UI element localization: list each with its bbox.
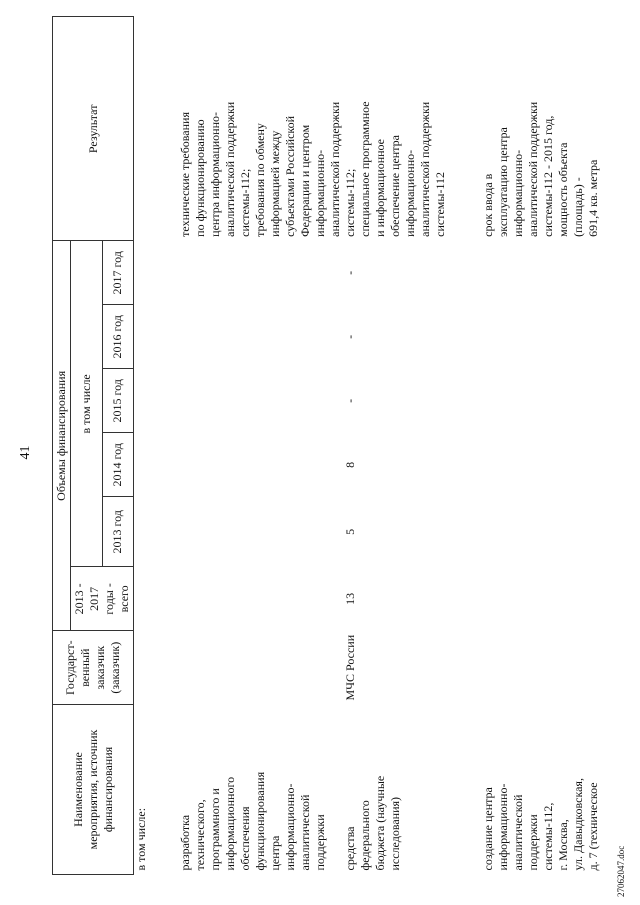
table-body <box>134 17 601 875</box>
header-in-that: в том числе <box>71 241 103 567</box>
text-line: системы-112; <box>342 168 357 237</box>
header-name <box>53 705 134 875</box>
text-line: обеспечения <box>237 806 252 871</box>
header-year: 2016 год <box>102 305 134 369</box>
text-line: системы-112, <box>540 802 555 871</box>
text-line: 2013 - 2017 <box>72 583 101 615</box>
text-line: поддержки <box>312 814 327 871</box>
text-line: информационно- <box>312 149 327 237</box>
cell-2013 <box>481 497 601 567</box>
text-line: г. Москва, <box>555 819 570 871</box>
header-result: Результат <box>53 17 134 241</box>
text-line: центра информационно- <box>207 111 222 237</box>
cell-result <box>343 17 481 241</box>
text-line: срок ввода в <box>480 173 495 237</box>
cell-total <box>178 567 343 631</box>
cell-2015 <box>481 369 601 433</box>
cell-2016: - <box>342 334 357 339</box>
text-line: и информационное <box>372 138 387 237</box>
text-line: системы-112 <box>432 171 447 237</box>
header-year: 2013 год <box>102 497 134 567</box>
cell-2014 <box>178 433 343 497</box>
cell-result <box>481 17 601 241</box>
text-line: в том числе: <box>134 807 148 871</box>
header-funding-group: Объемы финансирования <box>53 241 71 631</box>
text-line: д. 7 (техническое <box>585 782 600 871</box>
cell-name <box>343 705 481 875</box>
text-line: центра <box>267 835 282 871</box>
table-row <box>178 17 343 875</box>
cell-result <box>134 17 178 241</box>
cell-customer <box>178 631 343 705</box>
cell-result <box>178 17 343 241</box>
cell-total: 13 <box>342 592 357 605</box>
header-customer <box>53 631 134 705</box>
text-line: специальное программное <box>357 101 372 237</box>
cell-2015: - <box>342 398 357 403</box>
cell-2017 <box>481 241 601 305</box>
text-line: 691,4 кв. метра <box>585 159 600 237</box>
cell-2017: - <box>342 270 357 275</box>
text-line: исследования) <box>387 796 402 871</box>
table-row <box>134 17 178 875</box>
cell-2016 <box>481 305 601 369</box>
text-line: (площадь) - <box>570 177 585 237</box>
cell-customer <box>134 631 178 705</box>
cell-name <box>134 705 178 875</box>
text-line: функционирования <box>252 771 267 871</box>
text-line: информацией между <box>267 130 282 237</box>
text-line: программного и <box>207 788 222 871</box>
text-line: аналитической <box>510 794 525 871</box>
cell-2014: 8 <box>342 461 357 468</box>
cell-2014 <box>134 433 178 497</box>
text-line: информационно- <box>282 783 297 871</box>
text-line: (заказчик) <box>108 641 122 694</box>
text-line: обеспечение центра <box>387 135 402 237</box>
text-line: бюджета (научные <box>372 775 387 871</box>
cell-2017 <box>134 241 178 305</box>
cell-name <box>178 705 343 875</box>
text-line: информационно- <box>510 149 525 237</box>
text-line: технического, <box>192 799 207 871</box>
text-line: федерального <box>357 800 372 871</box>
cell-2013: 5 <box>342 528 357 535</box>
text-line: аналитической поддержки <box>525 101 540 237</box>
cell-name <box>481 705 601 875</box>
text-line: средства <box>342 826 357 871</box>
cell-total <box>134 567 178 631</box>
text-line: информационного <box>222 776 237 871</box>
text-line: технические требования <box>177 112 192 237</box>
cell-customer <box>481 631 601 705</box>
text-line: всего <box>117 585 131 613</box>
header-total <box>71 567 134 631</box>
text-line: МЧС России <box>342 634 357 701</box>
cell-2015 <box>178 369 343 433</box>
table-row <box>343 17 481 875</box>
header-year: 2014 год <box>102 433 134 497</box>
text-line: аналитической поддержки <box>222 101 237 237</box>
cell-2013 <box>134 497 178 567</box>
text-line: системы-112 - 2015 год, <box>540 115 555 237</box>
text-line: заказчик <box>93 645 107 690</box>
text-line: годы - <box>102 583 116 615</box>
page-number: 41 <box>18 445 33 460</box>
text-line: мероприятия, источник <box>85 729 100 850</box>
text-line: создание центра <box>480 787 495 871</box>
text-line: субъектами Российской <box>282 115 297 237</box>
table-row <box>481 17 601 875</box>
header-year: 2017 год <box>102 241 134 305</box>
cell-2015 <box>134 369 178 433</box>
text-line: ул. Давыдковская, <box>570 778 585 871</box>
text-line: венный <box>78 648 92 687</box>
text-line: аналитической <box>297 794 312 871</box>
cell-customer <box>343 631 481 705</box>
cell-2016 <box>134 305 178 369</box>
text-line: аналитической поддержки <box>417 101 432 237</box>
cell-total <box>481 567 601 631</box>
text-line: поддержки <box>525 814 540 871</box>
text-line: требования по обмену <box>252 123 267 237</box>
text-line: информационно- <box>495 783 510 871</box>
text-line: информационно- <box>402 149 417 237</box>
text-line: Государст- <box>63 640 77 695</box>
cell-2014 <box>481 433 601 497</box>
text-line: Наименование <box>70 752 85 827</box>
text-line: по функционированию <box>192 119 207 237</box>
header-year: 2015 год <box>102 369 134 433</box>
cell-2013 <box>178 497 343 567</box>
cell-2016 <box>178 305 343 369</box>
text-line: мощность объекта <box>555 142 570 237</box>
text-line: аналитической поддержки <box>327 101 342 237</box>
footer-doc-code: 27062047.doc <box>616 845 626 897</box>
text-line: системы-112; <box>237 168 252 237</box>
text-line: эксплуатацию центра <box>495 127 510 237</box>
funding-table <box>52 16 601 875</box>
text-line: разработка <box>177 814 192 871</box>
text-line: Федерации и центром <box>297 124 312 237</box>
cell-2017 <box>178 241 343 305</box>
text-line: финансирования <box>100 746 115 833</box>
